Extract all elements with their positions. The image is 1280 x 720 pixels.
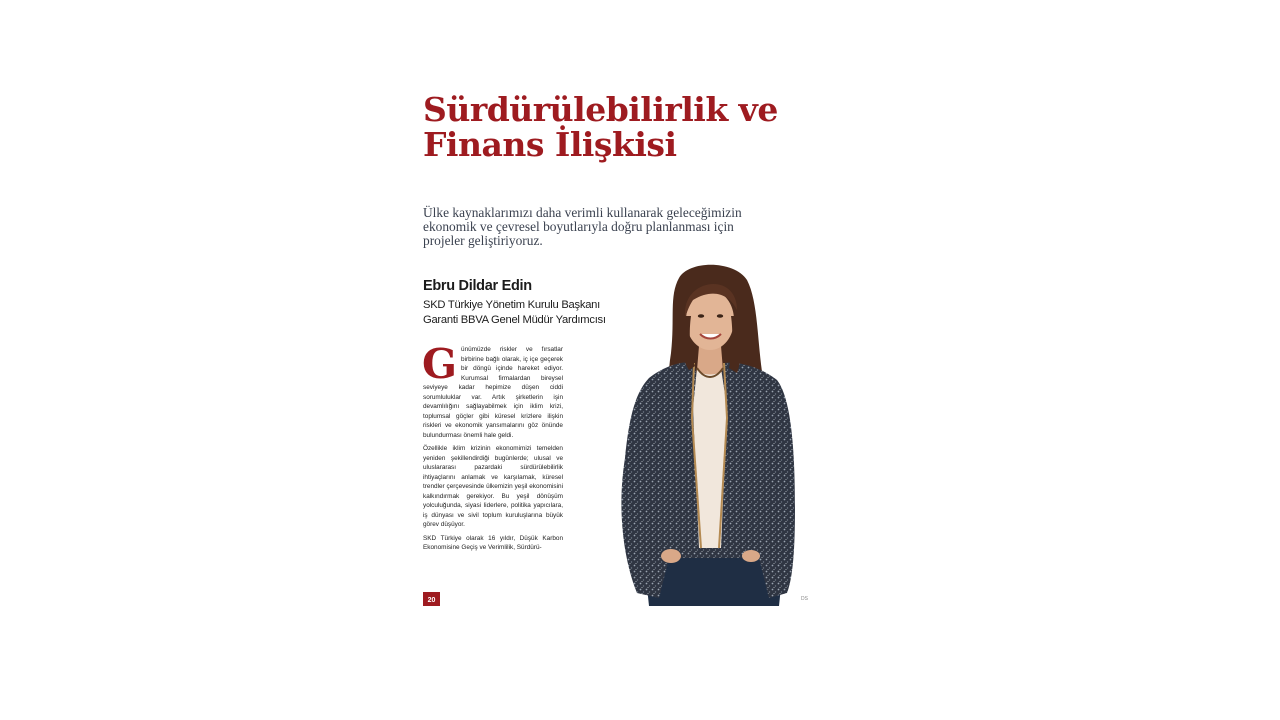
body-paragraph-1 — [422, 340, 563, 440]
photo-credit: DS — [801, 596, 808, 602]
drop-cap: G — [422, 340, 458, 388]
lead-paragraph: Ülke kaynaklarımızı daha verimli kullanarak geleceğimizin ekonomik ve çevresel boyutlarıyla doğru planlanması için projeler geliştiriyoruz. — [423, 205, 742, 248]
author-role-2: Garanti BBVA Genel Müdür Yardımcısı — [423, 314, 606, 326]
body-paragraph-2: Özellikle iklim krizinin ekonomimizi temelden yeniden şekillendirdiği bugünlerde; ulusal ve uluslararası pazardaki sürdürülebilirlik ihtiyaçlarını anlamak ve karşılamak, küresel trendler çerçevesinde ülkemizin yeşil ekonomisini kalkındırmak gerekiyor. Bu yeşil dönüşüm yolculuğunda, siyasi liderlere, politika yapıcılara, iş dünyası ve sivil toplum kuruluşlarına büyük görev düşüyor. — [423, 445, 563, 528]
author-name: Ebru Dildar Edin — [423, 278, 532, 294]
page-number: 20 — [423, 592, 440, 606]
author-portrait-photo — [609, 258, 812, 606]
paragraph-1-text: ünümüzde riskler ve fırsatlar birbirine bağlı olarak, iç içe geçerek bir döngü içinde hareket ediyor. Kurumsal firmalardan bireysel seviyeye kadar hepimize düşen ciddi sorumluluklar var. Artık şirketlerin işin devamlılığını sağlayabilmek için iklim krizi, toplumsal göçler gibi küresel krizlere ilişkin riskleri ve ekonomik yansımalarını göz önünde bulundurması önemli hale geldi. — [423, 346, 563, 439]
body-paragraph-3: SKD Türkiye olarak 16 yıldır, Düşük Karbon Ekonomisine Geçiş ve Verimlilik, Sürdürü- — [423, 534, 563, 551]
author-role-1: SKD Türkiye Yönetim Kurulu Başkanı — [423, 299, 601, 311]
author-roles — [423, 298, 606, 328]
title-line-1: Sürdürülebilirlik ve — [423, 90, 778, 129]
title-line-2: Finans İlişkisi — [423, 125, 677, 164]
magazine-page — [412, 80, 812, 606]
article-title — [423, 92, 778, 162]
article-body — [422, 340, 563, 557]
